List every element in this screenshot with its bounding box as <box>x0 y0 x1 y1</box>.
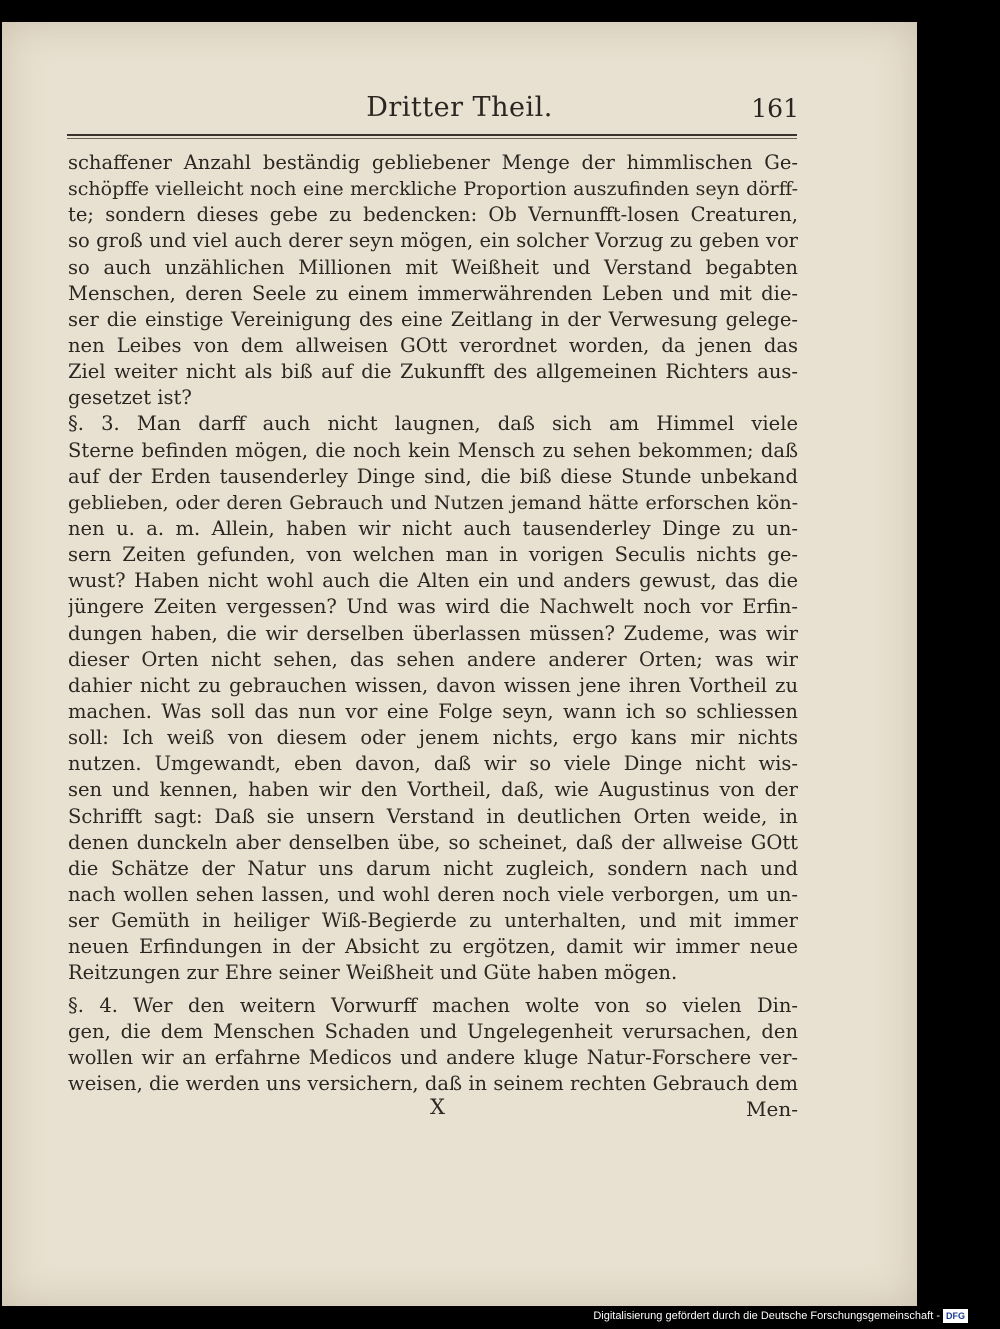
text-line: nach wollen sehen lassen, und wohl deren noch viele verborgen, um un- <box>68 882 798 906</box>
catchword: Men- <box>746 1097 798 1122</box>
text-line: so groß und viel auch derer seyn mögen, ein solcher Vorzug zu geben vor <box>68 229 798 253</box>
text-line: dungen haben, die wir derselben überlassen müssen? Zudeme, was wir <box>68 621 798 645</box>
text-line: nen Leibes von dem allweisen GOtt verordnet worden, da jenen das <box>68 333 798 357</box>
text-line: geblieben, oder deren Gebrauch und Nutzen jemand hätte erforschen kön- <box>68 491 798 514</box>
text-line: machen. Was soll das nun vor eine Folge seyn, wann ich so schliessen <box>68 699 798 723</box>
text-line: wollen wir an erfahrne Medicos und andere kluge Natur-Forschere ver- <box>68 1045 798 1069</box>
header-rule-thin <box>67 138 797 139</box>
text-line: die Schätze der Natur uns darum nicht zugleich, sondern nach und <box>68 856 798 880</box>
digitization-credit <box>593 1309 968 1323</box>
text-line: ser Gemüth in heiliger Wiß-Begierde zu unterhalten, und mit immer <box>68 909 798 933</box>
header-title: Dritter Theil. <box>366 92 553 123</box>
text-line: gesetzet ist? <box>68 386 192 410</box>
text-line: Schrifft sagt: Daß sie unsern Verstand in deutlichen Orten weide, in <box>68 804 798 828</box>
signature-mark: X <box>430 1095 445 1120</box>
text-line: so auch unzählichen Millionen mit Weißheit und Verstand begabten <box>68 255 798 279</box>
text-line: soll: Ich weiß von diesem oder jenem nichts, ergo kans mir nichts <box>68 726 798 750</box>
text-line: Ziel weiter nicht als biß auf die Zukunfft des allgemeinen Richters aus- <box>68 360 798 384</box>
text-line: weisen, die werden uns versichern, daß in seinem rechten Gebrauch dem <box>68 1071 798 1095</box>
text-line: dieser Orten nicht sehen, das sehen andere anderer Orten; was wir <box>68 647 798 671</box>
text-line: dahier nicht zu gebrauchen wissen, davon wissen jene ihren Vortheil zu <box>68 673 798 697</box>
text-line: schaffener Anzahl beständig gebliebener Menge der himmlischen Ge- <box>68 151 798 174</box>
dfg-logo-icon: DFG <box>943 1309 968 1323</box>
text-line: nen u. a. m. Allein, haben wir nicht auch tausenderley Dinge zu un- <box>68 516 798 540</box>
text-line: jüngere Zeiten vergessen? Und was wird die Nachwelt noch vor Erfin- <box>68 595 798 619</box>
text-line: neuen Erfindungen in der Absicht zu ergötzen, damit wir immer neue <box>68 935 798 959</box>
text-line: schöpffe vielleicht noch eine merckliche Proportion auszufinden seyn dörff- <box>68 178 798 201</box>
text-line: Sterne befinden mögen, die noch kein Mensch zu sehen bekommen; daß <box>68 438 798 462</box>
paragraph-start: §. 4. Wer den weitern Vorwurff machen wolte von so vielen Din- <box>68 993 798 1017</box>
text-line: denen dunckeln aber denselben übe, so scheinet, daß der allweise GOtt <box>68 830 798 854</box>
page-number: 161 <box>751 94 799 123</box>
text-line: sern Zeiten gefunden, von welchen man in vorigen Seculis nichts ge- <box>68 543 798 567</box>
text-line: auf der Erden tausenderley Dinge sind, die biß diese Stunde unbekand <box>68 464 798 488</box>
text-line: sen und kennen, haben wir den Vortheil, daß, wie Augustinus von der <box>68 778 798 802</box>
text-line: gen, die dem Menschen Schaden und Ungelegenheit verursachen, den <box>68 1019 798 1043</box>
book-page <box>2 22 917 1306</box>
text-line: te; sondern dieses gebe zu bedencken: Ob Vernunfft-losen Creaturen, <box>68 203 798 227</box>
running-header <box>2 92 917 132</box>
paragraph-start: §. 3. Man darff auch nicht laugnen, daß sich am Himmel viele <box>68 412 798 436</box>
text-line: Menschen, deren Seele zu einem immerwährenden Leben und mit die- <box>68 281 798 305</box>
header-rule <box>67 134 797 136</box>
credit-text: Digitalisierung gefördert durch die Deutsche Forschungsgemeinschaft - <box>593 1310 940 1322</box>
body-text <box>68 150 798 1123</box>
text-line: Reitzungen zur Ehre seiner Weißheit und Güte haben mögen. <box>68 961 678 985</box>
text-line: ser die einstige Vereinigung des eine Zeitlang in der Verwesung gelege- <box>68 307 798 331</box>
page-foot <box>68 1097 798 1123</box>
text-line: nutzen. Umgewandt, eben davon, daß wir so viele Dinge nicht wis- <box>68 752 798 776</box>
text-line: wust? Haben nicht wohl auch die Alten ein und anders gewust, das die <box>68 569 798 593</box>
